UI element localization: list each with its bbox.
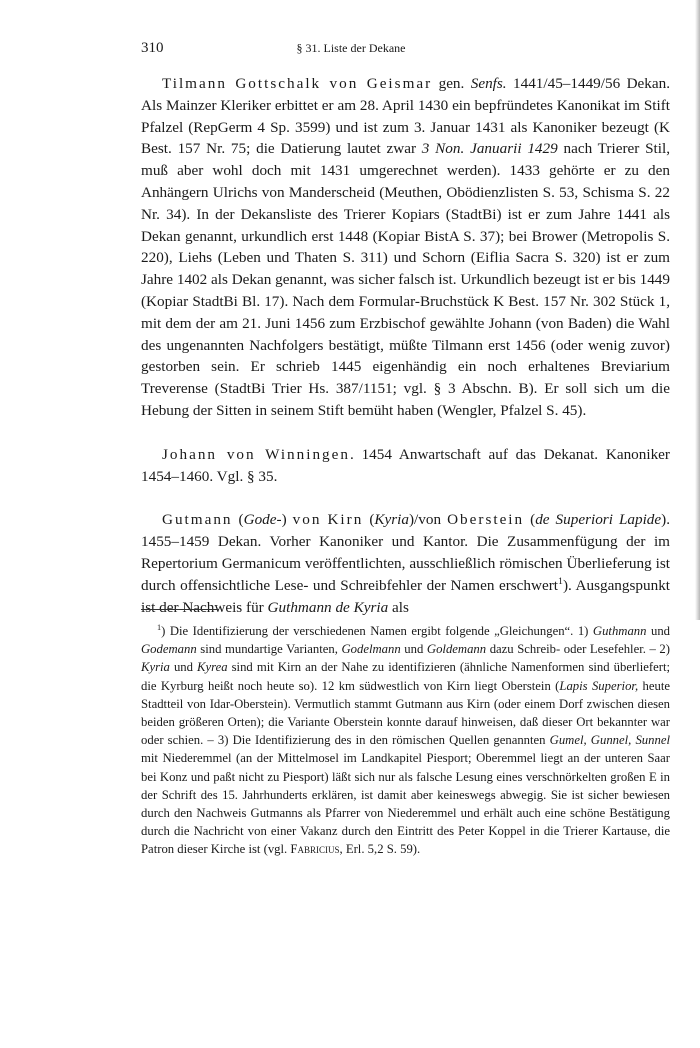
entry-text: )/von [409,511,448,529]
entry-date-italic: 3 Non. Januarii 1429 [421,140,558,158]
main-text [141,73,670,640]
entry-text: 1441/45–1449/56 Dekan. Als Mainzer Kleriker erbittet er am 28. April 1430 ein bepfründetes Kanonikat im Stift Pfalzel (RepGerm 4 Sp. 3599) und ist zum 3. Januar 1431 als Kanoniker bezeugt (K Best. 157 Nr. 75; die Datierung lautet zwar [141,75,670,158]
entry-text: als [388,598,409,616]
entry-name-variant: Kyria [374,511,409,529]
page-number: 310 [141,40,164,56]
entry-text: ( [524,511,536,529]
entry-text: . 1454 Anwartschaft auf das Dekanat. Kanoniker 1454–1460. Vgl. § 35. [141,445,670,485]
running-title: § 31. Liste der Dekane [296,41,406,55]
footnote-segment: , Erl. 5,2 S. 59). [339,842,421,857]
footnote-divider [141,609,219,610]
footnote-italic: Kyrea [197,660,228,675]
footnote-segment: und [169,660,198,675]
footnote-segment: mit Niederemmel (an der Mittelmosel im Landkapitel Piesport; Oberemmel liegt an der unteren Saar bei Konz und paßt nicht zu Piesport) läßt sich nur als falsche Lesung eines verschnörkelten großen E in der Schrift des 15. Jahrhunderts erklären, ist damit aber keineswegs abwegig. Sie ist sicher bewiesen durch den Nachweis Gutmanns als Pfarrer von Niederemmel und erhält auch eine schöne Bestätigung durch die Nachricht von einer Vakanz durch den Eintritt des Peter Koppel in die Trierer Kartause, die Patron dieser Kirche ist (vgl. [141,751,670,857]
entry-name: Tilmann Gottschalk von Geismar [162,75,433,92]
footnote-italic: Godelmann [341,642,401,657]
entry-reference-italic: Guthmann de Kyria [267,598,389,616]
entry-alias: Senfs. [470,75,507,92]
entry-name: Gutmann [162,511,233,529]
entry-text: nach Trierer Stil, muß aber wohl doch mit 1431 umgerechnet werden). 1433 gehörte er zu den Anhängern Ulrichs von Manderscheid (Meuthen, Obödienzlisten S. 53, Schisma S. 22 Nr. 34). In der Dekansliste des Trierer Kopiars (StadtBi) ist er zum Jahre 1441 als Dekan genannt, urkundlich erst 1448 (Kopiar BistA S. 37); bei Brower (Metropolis S. 220), Liehs (Leben und Thaten S. 311) und Schorn (Eiflia Sacra S. 320) ist er zum Jahre 1402 als Dekan genannt, was sicher falsch ist. Urkundlich bezeugt ist er bis 1449 (Kopiar StadtBi Bl. 17). Nach dem Formular-Bruchstück K Best. 157 Nr. 302 Stück 1, mit dem der am 21. Juni 1456 zum Erzbischof gewählte Johann (von Baden) die Wahl des ungenannten Nachfolgers bestätigt, müßte Tilmann erst 1456 (oder wenig zuvor) gestorben sein. Er schrieb 1445 eigenhändig ein noch erhaltenes Breviarium Treverense (StadtBi Trier Hs. 387/1151; vgl. § 3 Abschn. B). Er soll sich um die Hebung der Sitten in seinem Stift bemüht haben (Wengler, Pfalzel S. 45). [141,140,670,419]
entry-text: 1455–1459 Dekan. Vorher Kanoniker und Kantor. Die Zusammenfügung der im Repertorium Germanicum veröffentlichten, ausschließlich römischen Überlieferung ist durch offensichtliche Lese- und Schreibfehler der Namen erschwert [141,533,670,594]
entry-gutmann-von-kirn [141,509,670,618]
entry-text: von [292,511,322,529]
entry-name-variant: Gode- [243,511,282,529]
footnote-segment: und [646,624,671,638]
footnote-italic: Goldemann [426,642,487,657]
entry-text: ( [363,511,375,529]
footnote-segment: sind mit Kirn an der Nahe zu identifizieren (ähnliche Namenformen sind überliefert; die Kyrburg heißt noch heute so). 12 km südwestlich von Kirn liegt Oberstein ( [141,660,670,693]
entry-text: ) [281,511,293,529]
entry-name: Kirn [327,511,364,529]
page-edge-shadow [695,0,700,620]
footnote-italic: Lapis Superior, [559,678,639,693]
footnote-reference[interactable]: 1 [558,575,563,587]
footnote-italic: Godemann [141,642,197,657]
entry-latin-name: de Superiori Lapide [535,511,662,529]
footnote-text [141,622,670,859]
footnote-segment: und [400,642,427,657]
footnote-italic: Guthmann [592,624,647,638]
footnote-marker: 1 [157,622,162,632]
entry-text: gen. [432,75,471,92]
footnote-author-smallcaps: Fabricius [290,842,340,857]
footnote-italic: Gumel, Gunnel, Sunnel [549,733,670,748]
footnote-segment: dazu Schreib- oder Lesefehler. – 2) [486,642,670,657]
entry-tilmann-gottschalk [141,73,670,422]
footnote-segment: ) Die Identifizierung der verschiedenen Namen ergibt folgende „Gleichungen“. 1) [161,624,593,638]
entry-name: Johann von Winningen [162,445,350,463]
footnote-segment: heute Stadtteil von Idar-Oberstein). Vermutlich stammt Gutmann aus Kirn (oder einem Dorf zwischen diesen beiden größeren Orten); die Variante Oberstein konnte darauf hinweisen, daß dieser Ort bekannter war oder schien. – 3) Die Identifizierung des in den römischen Quellen genannten [141,678,670,748]
entry-name: Oberstein [447,511,525,529]
footnote [141,622,670,859]
footnote-italic: Kyria [141,660,170,675]
entry-text: ). [661,511,670,529]
entry-johann-von-winningen [141,444,670,488]
running-header [141,40,561,60]
entry-text: ). Ausgangspunkt ist der Nachweis für [141,576,671,616]
footnote-segment: sind mundartige Varianten, [196,642,342,657]
entry-text: ( [232,511,244,529]
